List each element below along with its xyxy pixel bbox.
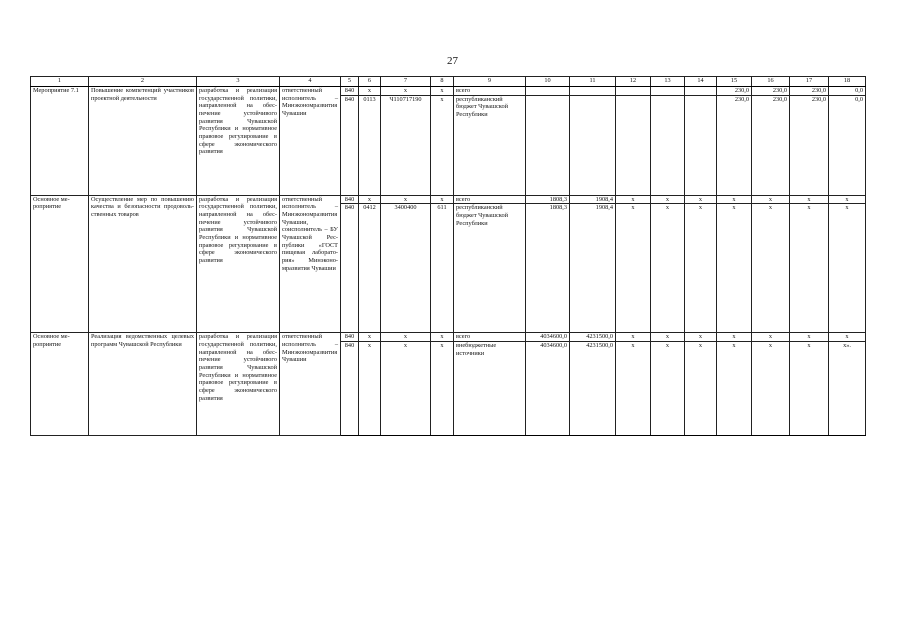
table-cell: 840: [341, 195, 359, 204]
col-header: 17: [790, 77, 829, 87]
table-cell: 3400400: [381, 204, 431, 333]
table-cell: x: [790, 195, 829, 204]
table-cell: 840: [341, 87, 359, 96]
header-row: [31, 77, 866, 87]
event-name-cell: Осуществление мер по повышению качества и безопасности продовольственных товаров: [89, 195, 197, 333]
executor-cell: ответственный исполнитель – Минэкономразвития Чувашии, соисполнитель – БУ Чувашской Республики «ГОСТ пищевая лаборатория» Минэкономразвития Чувашии: [280, 195, 341, 333]
table-cell: 0113: [359, 95, 381, 195]
table-cell: 230,0: [717, 87, 752, 96]
table-cell: x: [431, 95, 454, 195]
event-name-cell: Повышение компетенций участников проектной деятельности: [89, 87, 197, 196]
table-cell: x: [359, 195, 381, 204]
table-cell: x: [431, 333, 454, 342]
table-cell: x: [431, 195, 454, 204]
table-cell: x: [829, 204, 866, 333]
table-cell: 4231500,0: [570, 342, 616, 436]
table-cell: 230,0: [752, 87, 790, 96]
table-cell: [526, 87, 570, 96]
col-header: 7: [381, 77, 431, 87]
page-number: 27: [447, 55, 458, 67]
col-header: 13: [651, 77, 685, 87]
event-status-cell: Мероприятие 7.1: [31, 87, 89, 196]
table-cell: x».: [829, 342, 866, 436]
table-cell: 230,0: [790, 87, 829, 96]
event-status-cell: Основное мероприятие: [31, 195, 89, 333]
table-row: [31, 87, 866, 96]
table-cell: [616, 87, 651, 96]
col-header: 9: [454, 77, 526, 87]
table-cell: 1908,4: [570, 195, 616, 204]
table-cell: [616, 95, 651, 195]
table-cell: 840: [341, 342, 359, 436]
table-cell: [685, 87, 717, 96]
table-cell: [651, 87, 685, 96]
table-cell: x: [752, 195, 790, 204]
table-cell: x: [685, 195, 717, 204]
table-cell: Ч110717190: [381, 95, 431, 195]
col-header: 6: [359, 77, 381, 87]
funding-source-cell: всего: [454, 87, 526, 96]
table-cell: x: [616, 342, 651, 436]
col-header: 16: [752, 77, 790, 87]
table-cell: 1808,3: [526, 204, 570, 333]
table-cell: x: [616, 333, 651, 342]
table-cell: [570, 87, 616, 96]
table-cell: 840: [341, 204, 359, 333]
col-header: 12: [616, 77, 651, 87]
table-cell: x: [752, 342, 790, 436]
col-header: 1: [31, 77, 89, 87]
table-cell: x: [381, 87, 431, 96]
table-cell: x: [685, 204, 717, 333]
table-cell: x: [790, 204, 829, 333]
table-cell: x: [790, 333, 829, 342]
table-cell: x: [431, 87, 454, 96]
table-cell: 4231500,0: [570, 333, 616, 342]
table-cell: x: [717, 333, 752, 342]
table-cell: 840: [341, 333, 359, 342]
table-cell: x: [651, 195, 685, 204]
table-cell: 0412: [359, 204, 381, 333]
table-cell: 840: [341, 95, 359, 195]
event-name-cell: Реализация ведомственных целевых программ Чувашской Республики: [89, 333, 197, 436]
table-cell: x: [829, 195, 866, 204]
funding-source-cell: всего: [454, 333, 526, 342]
col-header: 4: [280, 77, 341, 87]
table-cell: x: [616, 195, 651, 204]
goal-cell: разработка и реализация государственной политики, направленной на обеспечение устойчивого развития Чувашской Республики и нормативное правовое регулирование в сфере экономического развития: [197, 195, 280, 333]
col-header: 3: [197, 77, 280, 87]
col-header: 2: [89, 77, 197, 87]
table-cell: x: [651, 204, 685, 333]
funding-source-cell: республиканский бюджет Чувашской Республики: [454, 204, 526, 333]
table-cell: 611: [431, 204, 454, 333]
col-header: 5: [341, 77, 359, 87]
table-cell: x: [381, 333, 431, 342]
table-cell: [526, 95, 570, 195]
program-table: [30, 76, 866, 436]
executor-cell: ответственный исполнитель – Минэкономразвития Чувашии: [280, 87, 341, 196]
table-cell: x: [651, 333, 685, 342]
funding-source-cell: всего: [454, 195, 526, 204]
table-cell: x: [829, 333, 866, 342]
table-cell: x: [752, 333, 790, 342]
goal-cell: разработка и реализация государственной политики, направленной на обеспечение устойчивого развития Чувашской Республики и нормативное правовое регулирование в сфере экономического развития: [197, 87, 280, 196]
table-cell: x: [359, 342, 381, 436]
table-cell: 0,0: [829, 95, 866, 195]
col-header: 18: [829, 77, 866, 87]
table-cell: x: [717, 342, 752, 436]
col-header: 14: [685, 77, 717, 87]
table-cell: x: [685, 333, 717, 342]
table-cell: [685, 95, 717, 195]
table-cell: [570, 95, 616, 195]
table-cell: x: [359, 333, 381, 342]
table-cell: x: [616, 204, 651, 333]
table-cell: x: [717, 204, 752, 333]
col-header: 10: [526, 77, 570, 87]
table-cell: x: [359, 87, 381, 96]
table-cell: x: [752, 204, 790, 333]
event-status-cell: Основное мероприятие: [31, 333, 89, 436]
executor-cell: ответственный исполнитель – Минэкономразвития Чувашии: [280, 333, 341, 436]
col-header: 15: [717, 77, 752, 87]
table-cell: [651, 95, 685, 195]
table-cell: 4034600,0: [526, 333, 570, 342]
table-cell: x: [381, 342, 431, 436]
table-cell: x: [431, 342, 454, 436]
table-cell: x: [651, 342, 685, 436]
table-cell: x: [717, 195, 752, 204]
col-header: 8: [431, 77, 454, 87]
funding-source-cell: внебюджетные источники: [454, 342, 526, 436]
col-header: 11: [570, 77, 616, 87]
table-cell: 0,0: [829, 87, 866, 96]
funding-source-cell: республиканский бюджет Чувашской Республики: [454, 95, 526, 195]
table-cell: 1808,3: [526, 195, 570, 204]
table-cell: 230,0: [717, 95, 752, 195]
table-cell: x: [381, 195, 431, 204]
table-cell: x: [685, 342, 717, 436]
table-cell: 230,0: [790, 95, 829, 195]
table-row: [31, 195, 866, 204]
goal-cell: разработка и реализация государственной политики, направленной на обеспечение устойчивого развития Чувашской Республики и нормативное правовое регулирование в сфере экономического развития: [197, 333, 280, 436]
table-cell: 4034600,0: [526, 342, 570, 436]
table-cell: x: [790, 342, 829, 436]
table-cell: 1908,4: [570, 204, 616, 333]
table-row: [31, 333, 866, 342]
table-cell: 230,0: [752, 95, 790, 195]
